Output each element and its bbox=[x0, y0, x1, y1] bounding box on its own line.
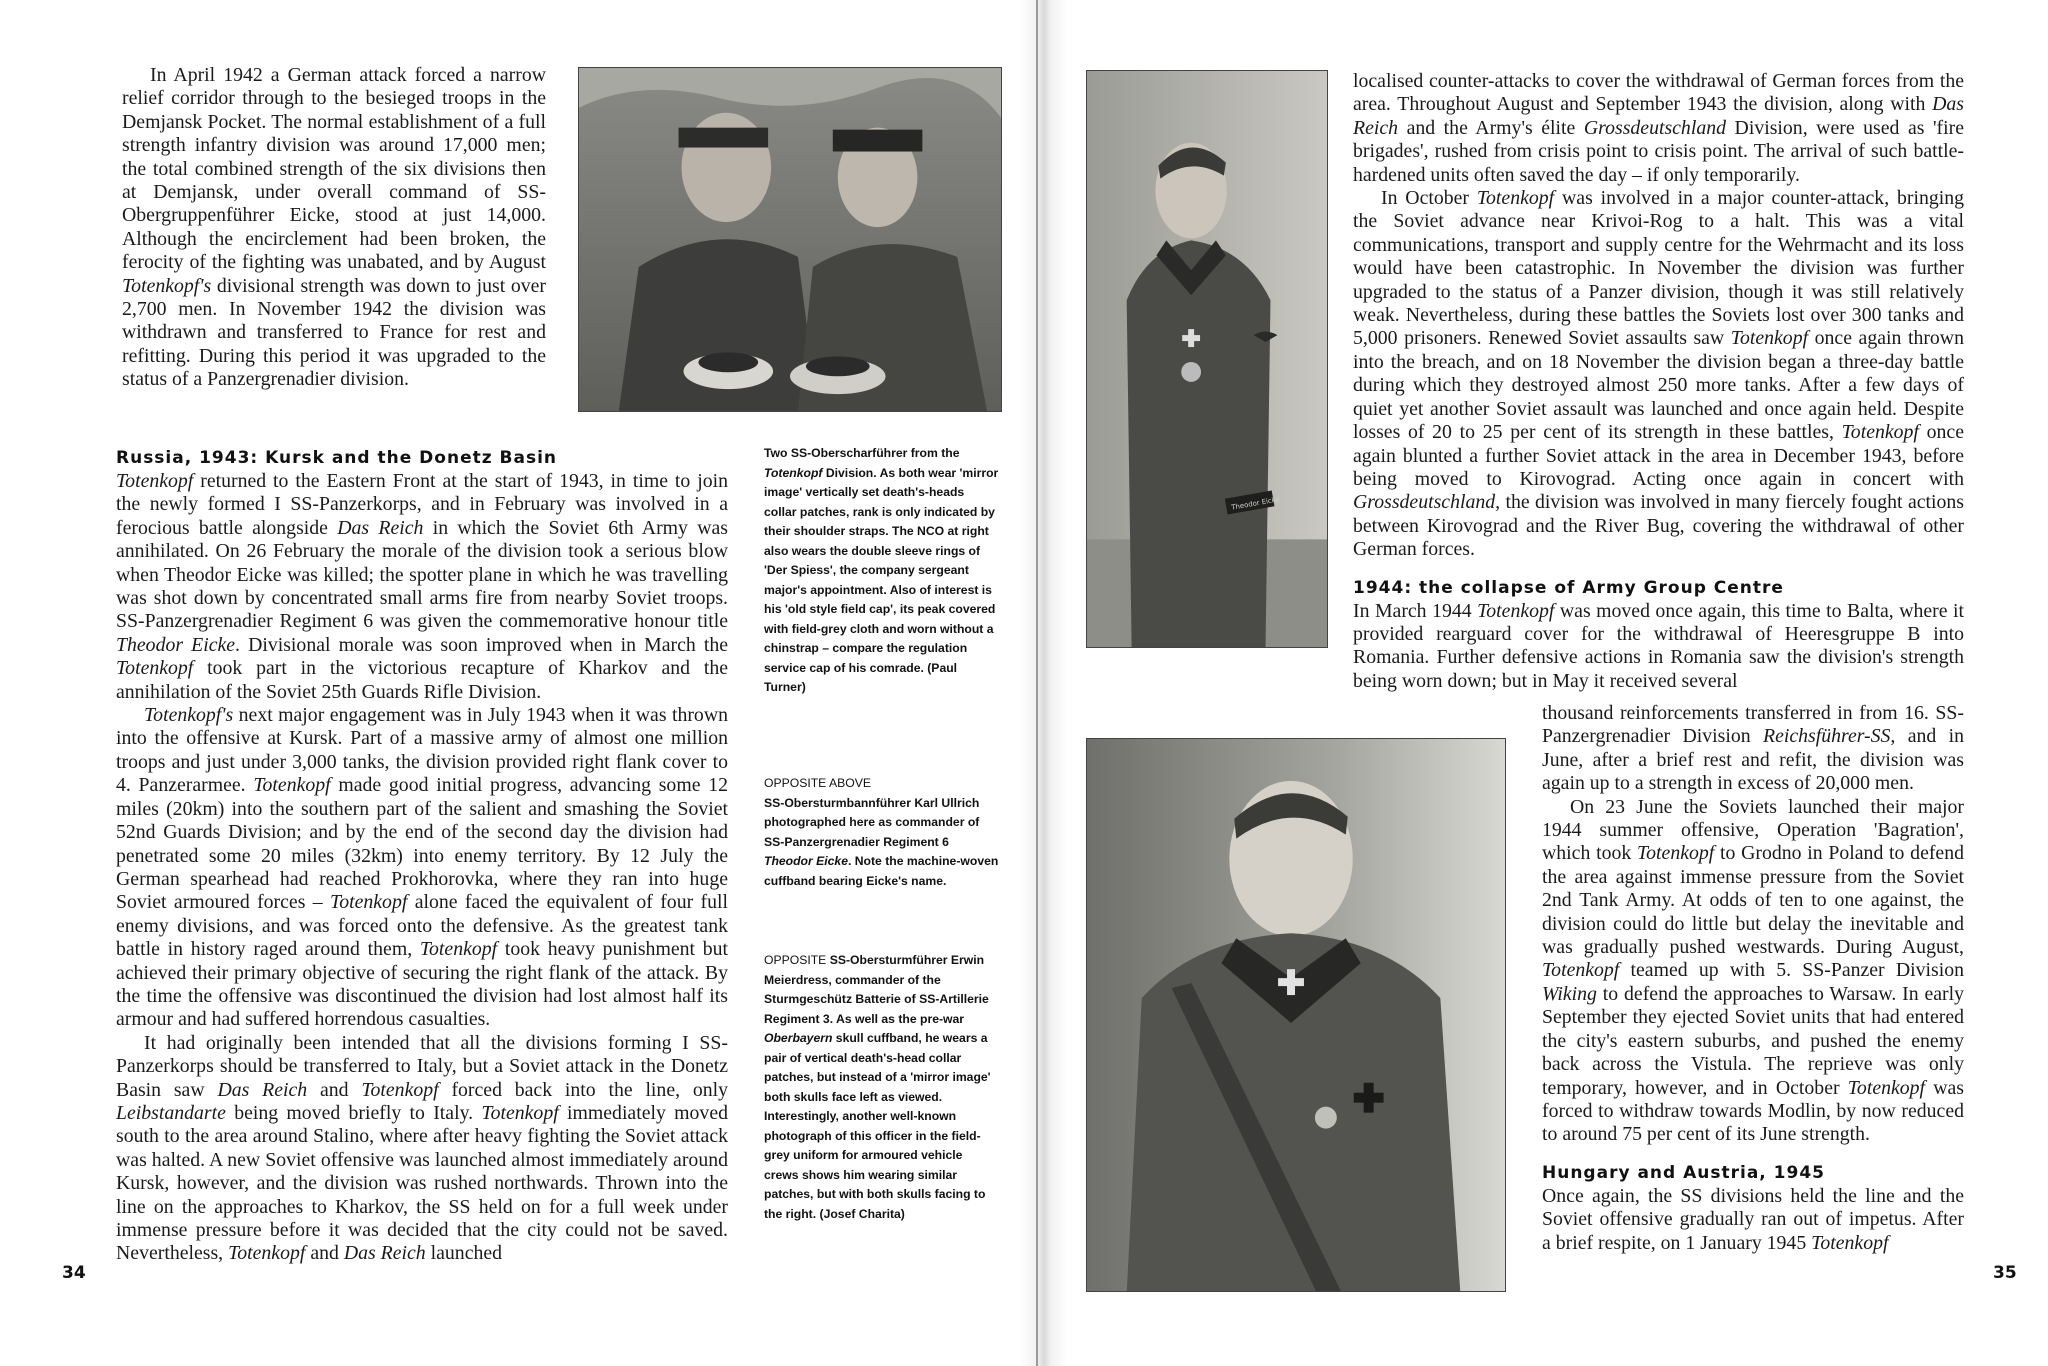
photo-two-ncos bbox=[578, 67, 1002, 412]
body-italic: Grossdeutschland, bbox=[1353, 491, 1501, 514]
book-gutter bbox=[1020, 0, 1068, 1366]
caption-label-opposite-above: OPPOSITE ABOVE bbox=[764, 776, 872, 790]
body-text: forced back into the line, only bbox=[438, 1078, 729, 1101]
caption-text: SS-Obersturmführer Erwin Meierdress, commander of the Sturmgeschütz Batterie of SS-Artillerie Regiment 3. As well as the pre-war bbox=[764, 953, 989, 1026]
caption-italic: Theodor Eicke bbox=[764, 854, 848, 868]
caption-italic: Oberbayern bbox=[764, 1031, 833, 1045]
body-italic: Totenkopf's bbox=[144, 704, 234, 727]
caption-two-ncos bbox=[764, 444, 1000, 698]
photo-two-ncos-image bbox=[579, 68, 1001, 411]
body-italic: Reichsführer-SS, bbox=[1762, 725, 1896, 748]
body-text: teamed up with 5. SS-Panzer Division bbox=[1619, 959, 1964, 982]
body-text: launched bbox=[425, 1242, 503, 1265]
caption-meierdress bbox=[764, 951, 1000, 1224]
body-paragraph bbox=[1542, 702, 1964, 796]
body-text: to Grodno in Poland to defend the area against immense pressure from the Soviet 2nd Tank Army. At odds of ten to one against, the division could do little but delay the inevitable and was gradually pushed westwards. During August, bbox=[1542, 842, 1964, 959]
body-italic: Totenkopf bbox=[330, 891, 408, 914]
body-text: On 23 June the Soviets launched their major 1944 summer offensive, Operation 'Bagration', which took bbox=[1542, 795, 1964, 865]
body-text: localised counter-attacks to cover the withdrawal of German forces from the area. Throughout August and September 1943 the division, along with bbox=[1353, 70, 1964, 116]
body-text: and the Army's élite bbox=[1398, 116, 1584, 139]
body-text: once again blunted a further Soviet attack in the area in December 1943, before being moved to Kirovograd. Acting once again in concert with bbox=[1353, 421, 1964, 490]
caption-text: SS-Obersturmbannführer Karl Ullrich photographed here as commander of SS-Panzergrenadier Regiment 6 bbox=[764, 795, 980, 849]
caption-italic: Totenkopf bbox=[764, 465, 823, 480]
body-italic: Totenkopf bbox=[228, 1242, 306, 1265]
photo-ullrich bbox=[1086, 70, 1328, 648]
body-paragraph bbox=[1542, 796, 1964, 1147]
body-italic: Totenkopf bbox=[481, 1101, 559, 1124]
caption-text: skull cuffband, he wears a pair of vertical death's-head collar patches, but instead of a 'mirror image' both skulls face left as viewed. Interestingly, another well-known photograph of this officer in the field-grey uniform for armoured vehicle crews shows him wearing similar patches, but with both skulls facing to the right. (Josef Charita) bbox=[764, 1031, 991, 1221]
body-text: took heavy punishment but achieved their primary objective of securing the right flank of the attack. By the time the offensive was discontinued the division had lost almost half its armour and had suffered horrendous casualties. bbox=[116, 938, 728, 1031]
left-main-column bbox=[116, 440, 728, 1266]
body-italic: Das Reich bbox=[343, 1242, 426, 1265]
caption-label-opposite: OPPOSITE bbox=[764, 953, 827, 967]
body-text: the division was involved in many fiercely fought actions between Kirovograd and the River Bug, covering the withdrawal of other German forces. bbox=[1353, 491, 1964, 561]
cuffband-text: Theodor Eicke bbox=[1230, 495, 1281, 512]
body-italic: Wiking bbox=[1542, 982, 1597, 1005]
section-heading-1945: Hungary and Austria, 1945 bbox=[1542, 1162, 1825, 1183]
body-text: was moved once again, this time to Balta, where it provided rearguard cover for the withdrawal of Heeresgruppe B into Romania. Further defensive actions in Romania saw the division's strength being worn down; but in May it received several bbox=[1353, 599, 1964, 692]
body-text: thousand reinforcements transferred in from 16. SS-Panzergrenadier Division bbox=[1542, 702, 1964, 748]
body-text: being moved briefly to Italy. bbox=[225, 1101, 482, 1124]
body-italic: Das Reich bbox=[1353, 93, 1964, 139]
body-italic: Totenkopf bbox=[116, 657, 194, 680]
body-italic: Totenkopf bbox=[361, 1078, 439, 1101]
body-italic: Das Reich bbox=[217, 1078, 308, 1101]
body-text: immediately moved south to the area around Stalino, where after heavy fighting the Soviet attack was halted. A new Soviet offensive was launched almost immediately around Kursk, however, and the division was rushed northwards. Thrown into the line on the approaches to Kharkov, the SS held on for a full week under immense pressure before it was decided that the city could not be saved. Nevertheless, bbox=[116, 1101, 728, 1265]
body-text: alone faced the equivalent of four full enemy divisions, and was forced onto the defensive. As the greatest tank battle in history raged around them, bbox=[116, 891, 729, 961]
body-paragraph bbox=[1353, 70, 1964, 187]
left-intro-column bbox=[122, 64, 546, 392]
body-italic: Totenkopf bbox=[1636, 842, 1715, 865]
body-paragraph bbox=[116, 470, 728, 704]
body-text: and in June, after a brief rest and refit, the division was again up to a strength in excess of 20,000 men. bbox=[1542, 725, 1964, 795]
intro-italic: Totenkopf's bbox=[122, 274, 212, 297]
page-number-left: 34 bbox=[62, 1263, 86, 1283]
gutter-fold-line bbox=[1036, 0, 1038, 1366]
body-paragraph bbox=[1542, 1185, 1964, 1255]
body-text: Division, were used as 'fire brigades', rushed from crisis point to crisis point. The arrival of such battle-hardened units often saved the day – if only temporarily. bbox=[1353, 116, 1964, 186]
intro-text-1: In April 1942 a German attack forced a narrow relief corridor through to the besieged troops in the Demjansk Pocket. The normal establishment of a full strength infantry division was around 17,000 men; the total combined strength of the six divisions then at Demjansk, under overall command of SS-Obergruppenführer Eicke, stood at just 14,000. Although the encirclement had been broken, the ferocity of the fighting was unabated, and by August bbox=[122, 64, 546, 274]
body-paragraph bbox=[1353, 187, 1964, 562]
body-paragraph bbox=[116, 1032, 728, 1266]
body-text: made good initial progress, advancing some 12 miles (20km) into the southern part of the salient and smashing the Soviet 52nd Guards Division; and by the end of the second day the division had penetrated some 20 miles (32km) into enemy territory. By 12 July the German spearhead had reached Prokhorovka, where they ran into huge Soviet armoured forces – bbox=[116, 774, 728, 914]
body-italic: Das Reich bbox=[337, 516, 424, 539]
intro-text-2: divisional strength was down to just over 2,700 men. In November 1942 the division was withdrawn and transferred to France for rest and refitting. During this period it was upgraded to the status of a Panzergrenadier division. bbox=[122, 274, 546, 391]
body-italic: Grossdeutschland bbox=[1583, 116, 1726, 139]
body-text: In March 1944 bbox=[1353, 599, 1478, 622]
body-text: In October bbox=[1381, 187, 1477, 210]
body-text: took part in the victorious recapture of Kharkov and the annihilation of the Soviet 25th Guards Rifle Division. bbox=[116, 657, 728, 703]
body-text: returned to the Eastern Front at the start of 1943, in time to join the newly formed I SS-Panzerkorps, and in February was involved in a ferocious battle alongside bbox=[116, 470, 728, 539]
right-top-column bbox=[1353, 70, 1964, 693]
body-italic: Totenkopf bbox=[1811, 1231, 1889, 1254]
caption-text: Two SS-Oberscharführer from the bbox=[764, 446, 960, 460]
body-text: next major engagement was in July 1943 when it was thrown into the offensive at Kursk. Part of a massive army of almost one million troops and just under 3,000 tanks, the division provided right flank cover to 4. Panzerarmee. bbox=[116, 704, 728, 797]
body-italic: Totenkopf bbox=[1542, 959, 1620, 982]
body-paragraph bbox=[1353, 600, 1964, 694]
body-italic: Leibstandarte bbox=[116, 1101, 226, 1124]
photo-meierdress bbox=[1086, 738, 1506, 1292]
body-text: Once again, the SS divisions held the line and the Soviet offensive gradually ran out of impetus. After a brief respite, on 1 January 1945 bbox=[1542, 1184, 1964, 1254]
body-italic: Totenkopf bbox=[1730, 327, 1809, 350]
body-text: It had originally been intended that all the divisions forming I SS-Panzerkorps should be transferred to Italy, but a Soviet attack in the Donetz Basin saw bbox=[116, 1031, 728, 1101]
body-text: . Divisional morale was soon improved when in March the bbox=[235, 633, 729, 656]
body-italic: Totenkopf bbox=[1841, 421, 1919, 444]
body-italic: Totenkopf bbox=[1477, 599, 1555, 622]
body-italic: Totenkopf bbox=[253, 774, 331, 797]
body-italic: Totenkopf bbox=[116, 470, 194, 492]
body-text: and bbox=[307, 1078, 362, 1101]
photo-meierdress-image bbox=[1087, 739, 1505, 1291]
caption-ullrich bbox=[764, 774, 1000, 891]
body-text: was forced to withdraw towards Modlin, by now reduced to around 75 per cent of its June strength. bbox=[1542, 1076, 1965, 1146]
body-text: once again thrown into the breach, and on 18 November the division began a three-day battle during which they destroyed almost 250 more tanks. After a few days of quiet yet another Soviet assault was launched and once again held. Despite losses of 20 to 25 per cent of its strength in these battles, bbox=[1353, 327, 1964, 444]
right-lower-column bbox=[1542, 702, 1964, 1255]
page-number-right: 35 bbox=[1993, 1263, 2017, 1283]
intro-paragraph bbox=[122, 64, 546, 392]
body-text: was involved in a major counter-attack, bringing the Soviet advance near Krivoi-Rog to a halt. This was a vital communications, transport and supply centre for the Wehrmacht and its loss would have been catastrophic. In November the division was further upgraded to the status of a Panzer division, though it was still relatively weak. Nevertheless, during these battles the Soviets lost over 300 tanks and 5,000 prisoners. Renewed Soviet assaults saw bbox=[1353, 187, 1964, 350]
body-text: in which the Soviet 6th Army was annihilated. On 26 February the morale of the division took a serious blow when Theodor Eicke was killed; the spotter plane in which he was travelling was shot down by concentrated small arms fire from nearby Soviet troops. SS-Panzergrenadier Regiment 6 was given the commemorative honour title bbox=[116, 516, 728, 633]
photo-ullrich-image bbox=[1087, 71, 1327, 647]
body-italic: Totenkopf bbox=[419, 938, 498, 961]
caption-text: Division. As both wear 'mirror image' vertically set death's-heads collar patches, rank is only indicated by their shoulder straps. The NCO at right also wears the double sleeve rings of 'Der Spiess', the company sergeant major's appointment. Also of interest is his 'old style field cap', its peak covered with field-grey cloth and worn without a chinstrap – compare the regulation service cap of his comrade. (Paul Turner) bbox=[764, 465, 999, 694]
body-text: to defend the approaches to Warsaw. In early September they ejected Soviet units that had entered the city's eastern suburbs, and pushed the enemy back across the Vistula. The reprieve was only temporary, however, and in October bbox=[1542, 982, 1964, 1099]
section-heading-1944: 1944: the collapse of Army Group Centre bbox=[1353, 577, 1784, 598]
caption-text: . Note the machine-woven cuffband bearing Eicke's name. bbox=[764, 854, 999, 888]
body-italic: Theodor Eicke bbox=[116, 633, 236, 656]
section-heading-russia-1943: Russia, 1943: Kursk and the Donetz Basin bbox=[116, 448, 558, 468]
body-italic: Totenkopf bbox=[1476, 187, 1555, 210]
body-paragraph bbox=[116, 704, 728, 1032]
body-italic: Totenkopf bbox=[1847, 1076, 1926, 1099]
body-text: and bbox=[305, 1242, 344, 1265]
